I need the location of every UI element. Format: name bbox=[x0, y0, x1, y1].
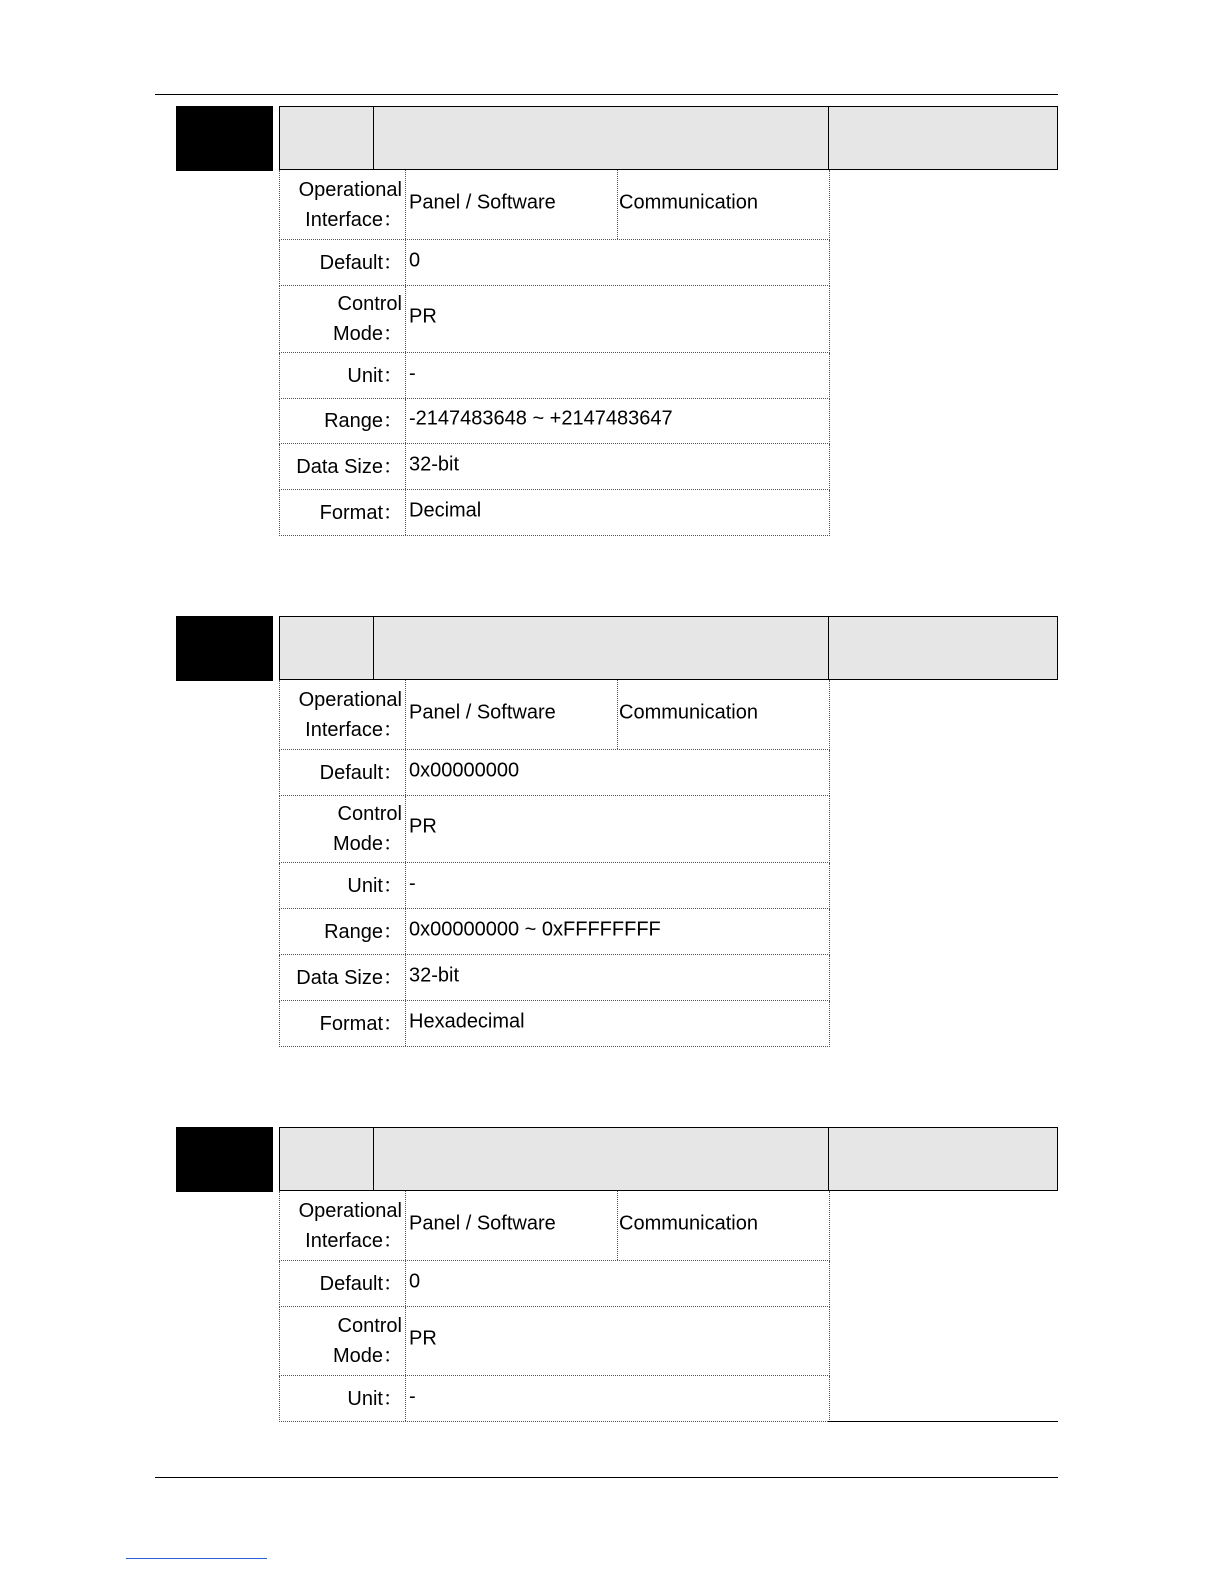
interface-label-2: Interface： bbox=[305, 718, 403, 741]
interface-row bbox=[279, 1191, 830, 1261]
data-size-label: Data Size： bbox=[296, 455, 403, 478]
parameter-section-cell bbox=[828, 106, 1058, 170]
column-divider bbox=[617, 1191, 618, 1260]
control-mode-label-2: Mode： bbox=[332, 1345, 403, 1367]
range-row bbox=[279, 399, 830, 444]
range-value: -2147483648 ~ +2147483647 bbox=[409, 407, 673, 430]
interface-panel-value: Panel / Software bbox=[409, 1212, 556, 1235]
parameter-address-cell bbox=[279, 106, 374, 170]
interface-panel-value: Panel / Software bbox=[409, 701, 556, 724]
interface-label: Operational bbox=[298, 1199, 402, 1222]
data-size-label: Data Size： bbox=[296, 966, 403, 989]
default-label: Default： bbox=[319, 251, 403, 274]
interface-communication-value: Communication bbox=[619, 191, 758, 214]
parameter-code-tab bbox=[176, 616, 273, 681]
control-mode-row bbox=[279, 1307, 830, 1376]
parameter-name-cell bbox=[373, 106, 829, 170]
format-value: Decimal bbox=[409, 499, 482, 522]
default-label: Default： bbox=[319, 1272, 403, 1295]
parameter-address-cell bbox=[279, 616, 374, 680]
interface-panel-value: Panel / Software bbox=[409, 191, 556, 214]
parameter-section-cell bbox=[828, 1127, 1058, 1191]
data-size-row bbox=[279, 444, 830, 490]
default-value: 0 bbox=[409, 1270, 421, 1293]
range-label: Range： bbox=[324, 920, 403, 943]
unit-value: - bbox=[409, 872, 416, 895]
unit-row bbox=[279, 1376, 830, 1422]
range-value: 0x00000000 ~ 0xFFFFFFFF bbox=[409, 918, 661, 941]
default-row bbox=[279, 750, 830, 796]
parameter-section-cell bbox=[828, 616, 1058, 680]
interface-label: Operational bbox=[298, 178, 402, 201]
unit-row bbox=[279, 863, 830, 909]
parameter-name-cell bbox=[373, 616, 829, 680]
default-value: 0 bbox=[409, 249, 421, 272]
unit-label: Unit： bbox=[347, 364, 403, 387]
unit-value: - bbox=[409, 1385, 416, 1408]
control-mode-value: PR bbox=[409, 1327, 437, 1350]
interface-row bbox=[279, 680, 830, 750]
footer-rule bbox=[155, 1477, 1058, 1478]
data-size-value: 32-bit bbox=[409, 964, 460, 987]
default-row bbox=[279, 240, 830, 286]
header-rule bbox=[155, 94, 1058, 95]
default-label: Default： bbox=[319, 761, 403, 784]
parameter-address-cell bbox=[279, 1127, 374, 1191]
unit-value: - bbox=[409, 362, 416, 385]
control-mode-label-2: Mode： bbox=[332, 833, 403, 855]
interface-label: Operational bbox=[298, 688, 402, 711]
control-mode-row bbox=[279, 796, 830, 863]
data-size-value: 32-bit bbox=[409, 453, 460, 476]
control-mode-value: PR bbox=[409, 815, 437, 838]
range-label: Range： bbox=[324, 410, 403, 432]
interface-row bbox=[279, 170, 830, 240]
default-value: 0x00000000 bbox=[409, 759, 520, 782]
format-row bbox=[279, 1001, 830, 1047]
unit-label: Unit： bbox=[347, 1387, 403, 1410]
interface-communication-value: Communication bbox=[619, 701, 758, 724]
control-mode-label-2: Mode： bbox=[332, 323, 403, 345]
range-row bbox=[279, 909, 830, 955]
interface-label-2: Interface： bbox=[305, 1229, 403, 1252]
parameter-name-cell bbox=[373, 1127, 829, 1191]
interface-communication-value: Communication bbox=[619, 1212, 758, 1235]
control-mode-label: Control bbox=[337, 803, 402, 825]
default-row bbox=[279, 1261, 830, 1307]
table-end-rule bbox=[828, 1421, 1058, 1422]
column-divider bbox=[617, 170, 618, 239]
control-mode-value: PR bbox=[409, 305, 437, 328]
interface-label-2: Interface： bbox=[305, 208, 403, 231]
format-row bbox=[279, 490, 830, 536]
column-divider bbox=[617, 680, 618, 749]
parameter-code-tab bbox=[176, 106, 273, 171]
format-value: Hexadecimal bbox=[409, 1010, 525, 1033]
control-mode-row bbox=[279, 286, 830, 353]
parameter-code-tab bbox=[176, 1127, 273, 1192]
control-mode-label: Control bbox=[337, 1315, 402, 1337]
format-label: Format： bbox=[319, 501, 403, 524]
unit-row bbox=[279, 353, 830, 399]
unit-label: Unit： bbox=[347, 874, 403, 897]
format-label: Format： bbox=[319, 1012, 403, 1035]
control-mode-label: Control bbox=[337, 293, 402, 315]
data-size-row bbox=[279, 955, 830, 1001]
footer-link-underline[interactable] bbox=[126, 1558, 267, 1559]
